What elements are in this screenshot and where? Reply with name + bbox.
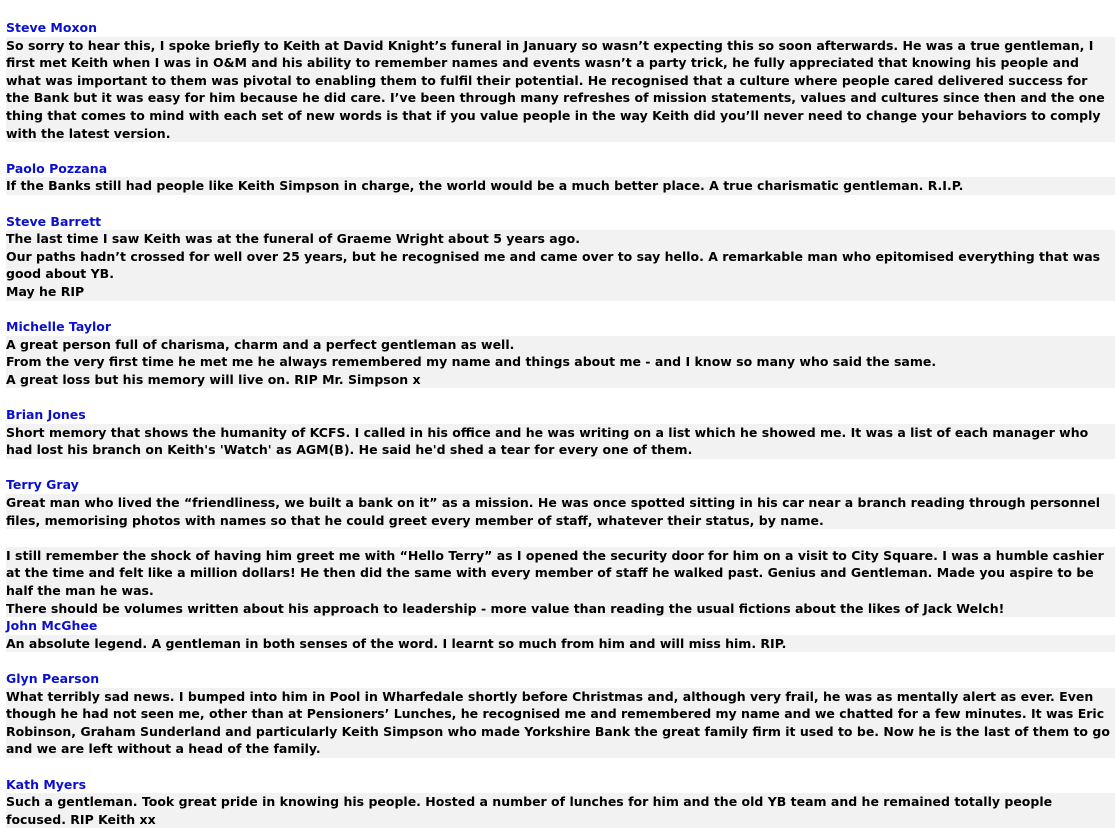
tribute-paragraph: May he RIP [6, 283, 85, 299]
tribute-paragraph: The last time I saw Keith was at the funeral of Graeme Wright about 5 years ago. [6, 231, 581, 247]
tribute-text [6, 424, 1115, 459]
tribute-paragraph: From the very first time he met me he always remembered my name and things about me - and I know so many who said the same. [6, 354, 937, 370]
author-name: Steve Barrett [6, 213, 102, 229]
tribute-paragraph: Short memory that shows the humanity of KCFS. I called in his office and he was writing on a list which he showed me. It was a list of each manager who had lost his branch on Keith's 'Watch' as AGM(B). He said he'd shed a tear for every one of them. [6, 424, 1089, 458]
tribute-entry [6, 476, 1115, 617]
tribute-paragraph: If the Banks still had people like Keith Simpson in charge, the world would be a much better place. A true charismatic gentleman. R.I.P. [6, 178, 964, 194]
tribute-paragraph: A great person full of charisma, charm and a perfect gentleman as well. [6, 336, 515, 352]
tribute-entry [6, 318, 1115, 388]
tribute-text [6, 177, 1115, 195]
blank-line [6, 529, 1115, 547]
tribute-paragraph: What terribly sad news. I bumped into him in Pool in Wharfedale shortly before Christmas and, although very frail, he was as mentally alert as ever. Even though he had not seen me, other than at Pensioners’ Lunches, he recognised me and remembered my name and we chatted for a few minutes. It was Eric Robinson, Graham Sunderland and particularly Keith Simpson who made Yorkshire Bank the great family firm it used to be. Now he is the last of them to go and we are left without a head of the family. [6, 688, 1110, 757]
tribute-text [6, 336, 1115, 389]
tribute-text [6, 37, 1115, 143]
tribute-paragraph: So sorry to hear this, I spoke briefly to Keith at David Knight’s funeral in January so wasn’t expecting this so soon afterwards. He was a true gentleman, I first met Keith when I was in O&M and his ability to remember names and events wasn’t a party trick, he fully appreciated that knowing his people and what was important to them was pivotal to enabling them to fulfil their potential. He recognised that a culture where people cared delivered success for the Bank but it was easy for him because he did care. I’ve been through many refreshes of mission statements, values and cultures since then and the one thing that comes to mind with each set of new words is that if you value people in the way Keith did you’ll never need to change your behaviors to comply with the latest version. [6, 37, 1105, 141]
tribute-entry [6, 160, 1115, 195]
tribute-text [6, 793, 1115, 828]
tribute-text [6, 688, 1115, 758]
tribute-entry [6, 776, 1115, 828]
tribute-text [6, 230, 1115, 300]
tribute-paragraph: Such a gentleman. Took great pride in knowing his people. Hosted a number of lunches for him and the old YB team and he remained totally people focused. RIP Keith xx [6, 794, 1053, 827]
author-name: Terry Gray [6, 477, 79, 493]
tributes-document [6, 19, 1115, 828]
author-name: Steve Moxon [6, 20, 98, 35]
tribute-paragraph: I still remember the shock of having him greet me with “Hello Terry” as I opened the security door for him on a visit to City Square. I was a humble cashier at the time and felt like a million dollars! He then did the same with every member of staff he walked past. Genius and Gentleman. Made you aspire to be half the man he was. [6, 547, 1104, 598]
author-name: Paolo Pozzana [6, 160, 108, 176]
tribute-paragraph: Great man who lived the “friendliness, we built a bank on it” as a mission. He was once spotted sitting in his car near a branch reading through personnel files, memorising photos with names so that he could greet every member of staff, whatever their status, by name. [6, 495, 1101, 528]
tribute-entry [6, 213, 1115, 301]
tribute-entry [6, 670, 1115, 758]
tribute-entry [6, 617, 1115, 652]
tribute-paragraph: Our paths hadn’t crossed for well over 25 years, but he recognised me and came over to say hello. A remarkable man who epitomised everything that was good about YB. [6, 248, 1101, 282]
tribute-paragraph: There should be volumes written about his approach to leadership - more value than reading the usual fictions about the likes of Jack Welch! [6, 600, 1005, 616]
author-name: Kath Myers [6, 776, 87, 792]
author-name: Michelle Taylor [6, 319, 112, 335]
tribute-paragraph: A great loss but his memory will live on. RIP Mr. Simpson x [6, 371, 421, 387]
author-name: John McGhee [6, 618, 98, 634]
tribute-entry [6, 19, 1115, 142]
tribute-entry [6, 406, 1115, 459]
author-name: Brian Jones [6, 407, 86, 423]
author-name: Glyn Pearson [6, 670, 100, 686]
tribute-text [6, 494, 1115, 617]
tribute-text [6, 635, 1115, 653]
tribute-paragraph: An absolute legend. A gentleman in both senses of the word. I learnt so much from him and will miss him. RIP. [6, 635, 787, 651]
